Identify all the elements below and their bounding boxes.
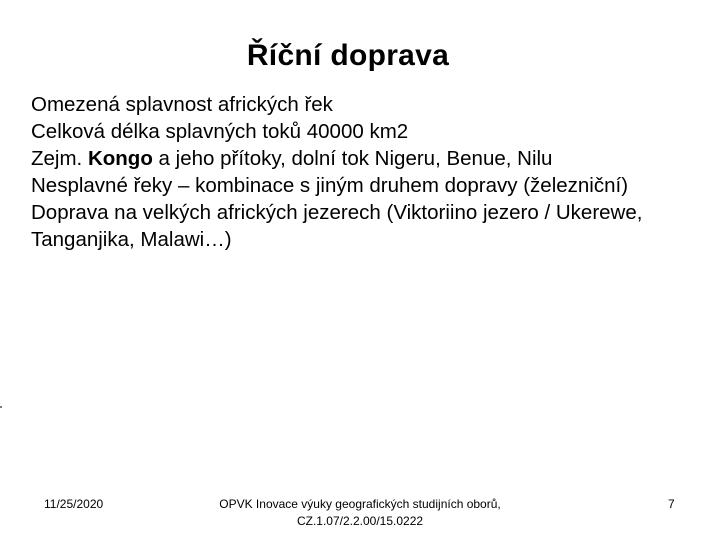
footer-date: 11/25/2020 [44,497,104,511]
bullet-list [31,91,691,253]
list-item [31,91,691,118]
footer-project-info [160,496,560,530]
list-item-text: Doprava na velkých afrických jezerech (Viktoriino jezero / Ukerewe, Tanganjika, Malawi…) [31,201,643,251]
list-item [31,199,691,253]
list-item-text: Omezená splavnost afrických řek [31,93,333,116]
slide-title: Říční doprava [246,39,450,72]
list-item-text: Nesplavné řeky – kombinace s jiným druhem dopravy (železniční) [31,174,629,197]
list-item-text-before: Zejm. [31,147,88,170]
page-number: 7 [668,497,675,511]
list-item-text-after: a jeho přítoky, dolní tok Nigeru, Benue, Nilu [152,147,553,170]
footer-project-code: CZ.1.07/2.2.00/15.0222 [296,514,424,528]
list-item [31,145,691,172]
edge-mark [0,406,2,408]
list-item-emphasis: Kongo [87,147,153,170]
list-item [31,172,691,199]
list-item [31,118,691,145]
list-item-text: Celková délka splavných toků 40000 km2 [31,120,409,143]
footer-project-line: OPVK Inovace výuky geografických studijních oborů, [219,497,501,511]
